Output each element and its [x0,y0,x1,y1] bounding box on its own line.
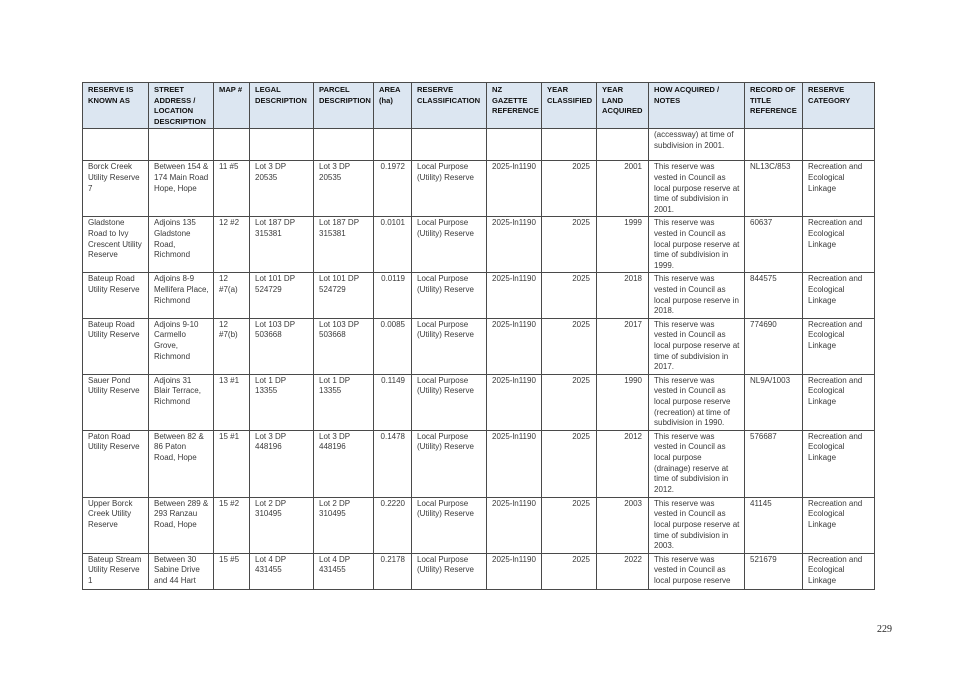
col-parcel-description-cell: Lot 3 DP 448196 [314,430,374,497]
col-title-reference-cell: NL9A/1003 [745,374,803,430]
header-row [83,83,875,129]
col-year-acquired-cell: 2017 [597,318,649,374]
col-classification-cell: Local Purpose (Utility) Reserve [412,273,487,318]
col-notes-cell: This reserve was vested in Council as local purpose reserve at time of subdivision in 2003. [649,497,745,553]
col-legal-description-header: LEGAL DESCRIPTION [250,83,314,129]
col-category-cell: Recreation and Ecological Linkage [803,217,875,273]
page-number: 229 [877,624,892,635]
col-classification-cell: Local Purpose (Utility) Reserve [412,217,487,273]
table-row [83,430,875,497]
col-year-acquired-cell: 2001 [597,161,649,217]
col-area-header: AREA (ha) [374,83,412,129]
col-street-address-cell: Between 82 & 86 Paton Road, Hope [149,430,214,497]
table-row [83,374,875,430]
col-year-classified-cell: 2025 [542,553,597,589]
col-street-address-cell: Adjoins 135 Gladstone Road, Richmond [149,217,214,273]
col-map-cell: 11 #5 [214,161,250,217]
col-year-acquired-cell: 2012 [597,430,649,497]
col-reserve-name-cell: Gladstone Road to Ivy Crescent Utility Reserve [83,217,149,273]
col-notes-cell: This reserve was vested in Council as local purpose reserve at time of subdivision in 2017. [649,318,745,374]
col-year-acquired-header: YEAR LAND ACQUIRED [597,83,649,129]
col-year-classified-header: YEAR CLASSIFIED [542,83,597,129]
col-year-acquired-cell: 2022 [597,553,649,589]
col-category-cell: Recreation and Ecological Linkage [803,273,875,318]
col-title-reference-cell: 576687 [745,430,803,497]
col-notes-cell: This reserve was vested in Council as local purpose reserve at time of subdivision in 1999. [649,217,745,273]
col-notes-cell: This reserve was vested in Council as local purpose reserve (recreation) at time of subdivision in 1990. [649,374,745,430]
col-notes-cell: This reserve was vested in Council as local purpose reserve [649,553,745,589]
col-classification-cell: Local Purpose (Utility) Reserve [412,374,487,430]
col-gazette-reference-cell: 2025-ln1190 [487,273,542,318]
col-gazette-reference-cell: 2025-ln1190 [487,318,542,374]
col-title-reference-cell: NL13C/853 [745,161,803,217]
col-area-cell: 0.0101 [374,217,412,273]
col-street-address-cell: Adjoins 8-9 Mellifera Place, Richmond [149,273,214,318]
table-row [83,161,875,217]
col-legal-description-cell: Lot 187 DP 315381 [250,217,314,273]
col-reserve-name-cell: Bateup Stream Utility Reserve 1 [83,553,149,589]
col-notes-cell: (accessway) at time of subdivision in 2001. [649,129,745,161]
col-legal-description-cell [250,129,314,161]
col-category-cell: Recreation and Ecological Linkage [803,318,875,374]
col-street-address-cell: Adjoins 9-10 Carmello Grove, Richmond [149,318,214,374]
col-reserve-name-cell: Borck Creek Utility Reserve 7 [83,161,149,217]
col-classification-cell: Local Purpose (Utility) Reserve [412,430,487,497]
col-legal-description-cell: Lot 101 DP 524729 [250,273,314,318]
col-area-cell [374,129,412,161]
col-legal-description-cell: Lot 103 DP 503668 [250,318,314,374]
col-gazette-reference-cell [487,129,542,161]
col-gazette-reference-header: NZ GAZETTE REFERENCE [487,83,542,129]
col-parcel-description-cell: Lot 101 DP 524729 [314,273,374,318]
col-parcel-description-cell: Lot 187 DP 315381 [314,217,374,273]
col-year-classified-cell [542,129,597,161]
col-legal-description-cell: Lot 4 DP 431455 [250,553,314,589]
col-classification-cell: Local Purpose (Utility) Reserve [412,553,487,589]
col-classification-cell [412,129,487,161]
col-map-cell: 12 #7(a) [214,273,250,318]
col-gazette-reference-cell: 2025-ln1190 [487,217,542,273]
col-title-reference-cell [745,129,803,161]
col-street-address-cell: Adjoins 31 Blair Terrace, Richmond [149,374,214,430]
col-parcel-description-cell: Lot 2 DP 310495 [314,497,374,553]
col-reserve-name-cell: Bateup Road Utility Reserve [83,318,149,374]
col-map-cell: 15 #1 [214,430,250,497]
col-parcel-description-cell: Lot 3 DP 20535 [314,161,374,217]
table-body [83,129,875,589]
col-reserve-name-cell: Paton Road Utility Reserve [83,430,149,497]
col-year-classified-cell: 2025 [542,430,597,497]
col-gazette-reference-cell: 2025-ln1190 [487,161,542,217]
table-row [83,497,875,553]
col-category-cell: Recreation and Ecological Linkage [803,161,875,217]
col-area-cell: 0.0085 [374,318,412,374]
col-street-address-cell: Between 289 & 293 Ranzau Road, Hope [149,497,214,553]
col-year-acquired-cell: 1999 [597,217,649,273]
col-year-acquired-cell: 1990 [597,374,649,430]
col-parcel-description-cell: Lot 4 DP 431455 [314,553,374,589]
col-reserve-name-cell [83,129,149,161]
col-street-address-cell: Between 30 Sabine Drive and 44 Hart [149,553,214,589]
col-gazette-reference-cell: 2025-ln1190 [487,553,542,589]
col-street-address-header: STREET ADDRESS / LOCATION DESCRIPTION [149,83,214,129]
col-legal-description-cell: Lot 2 DP 310495 [250,497,314,553]
col-title-reference-cell: 844575 [745,273,803,318]
col-category-cell: Recreation and Ecological Linkage [803,374,875,430]
col-map-cell: 15 #2 [214,497,250,553]
col-legal-description-cell: Lot 1 DP 13355 [250,374,314,430]
col-year-classified-cell: 2025 [542,497,597,553]
col-area-cell: 0.0119 [374,273,412,318]
table-row [83,273,875,318]
col-title-reference-cell: 41145 [745,497,803,553]
col-year-acquired-cell [597,129,649,161]
col-category-cell: Recreation and Ecological Linkage [803,553,875,589]
col-map-cell: 13 #1 [214,374,250,430]
col-category-header: RESERVE CATEGORY [803,83,875,129]
col-legal-description-cell: Lot 3 DP 20535 [250,161,314,217]
col-year-classified-cell: 2025 [542,374,597,430]
col-classification-cell: Local Purpose (Utility) Reserve [412,318,487,374]
table-row [83,217,875,273]
col-area-cell: 0.2178 [374,553,412,589]
col-notes-cell: This reserve was vested in Council as local purpose (drainage) reserve at time of subdivision in 2012. [649,430,745,497]
col-parcel-description-cell: Lot 1 DP 13355 [314,374,374,430]
table-row [83,318,875,374]
table-row [83,129,875,161]
col-title-reference-cell: 60637 [745,217,803,273]
col-gazette-reference-cell: 2025-ln1190 [487,374,542,430]
col-map-cell: 15 #5 [214,553,250,589]
col-reserve-name-cell: Sauer Pond Utility Reserve [83,374,149,430]
col-year-acquired-cell: 2018 [597,273,649,318]
col-area-cell: 0.1478 [374,430,412,497]
col-year-classified-cell: 2025 [542,217,597,273]
col-parcel-description-cell: Lot 103 DP 503668 [314,318,374,374]
col-notes-cell: This reserve was vested in Council as local purpose reserve at time of subdivision in 2001. [649,161,745,217]
col-notes-header: HOW ACQUIRED / NOTES [649,83,745,129]
col-notes-cell: This reserve was vested in Council as local purpose reserve in 2018. [649,273,745,318]
col-gazette-reference-cell: 2025-ln1190 [487,497,542,553]
col-year-classified-cell: 2025 [542,273,597,318]
reserves-table [82,82,875,590]
table-row [83,553,875,589]
col-parcel-description-header: PARCEL DESCRIPTION [314,83,374,129]
col-category-cell: Recreation and Ecological Linkage [803,497,875,553]
col-area-cell: 0.1149 [374,374,412,430]
col-street-address-cell [149,129,214,161]
col-reserve-name-cell: Bateup Road Utility Reserve [83,273,149,318]
col-category-cell [803,129,875,161]
col-classification-cell: Local Purpose (Utility) Reserve [412,161,487,217]
table-header [83,83,875,129]
col-title-reference-header: RECORD OF TITLE REFERENCE [745,83,803,129]
col-map-header: MAP # [214,83,250,129]
col-title-reference-cell: 774690 [745,318,803,374]
col-category-cell: Recreation and Ecological Linkage [803,430,875,497]
col-title-reference-cell: 521679 [745,553,803,589]
col-map-cell: 12 #7(b) [214,318,250,374]
col-street-address-cell: Between 154 & 174 Main Road Hope, Hope [149,161,214,217]
col-map-cell [214,129,250,161]
col-area-cell: 0.2220 [374,497,412,553]
col-year-classified-cell: 2025 [542,161,597,217]
col-classification-header: RESERVE CLASSIFICATION [412,83,487,129]
col-legal-description-cell: Lot 3 DP 448196 [250,430,314,497]
col-gazette-reference-cell: 2025-ln1190 [487,430,542,497]
col-parcel-description-cell [314,129,374,161]
col-reserve-name-header: RESERVE IS KNOWN AS [83,83,149,129]
col-classification-cell: Local Purpose (Utility) Reserve [412,497,487,553]
col-map-cell: 12 #2 [214,217,250,273]
col-reserve-name-cell: Upper Borck Creek Utility Reserve [83,497,149,553]
col-area-cell: 0.1972 [374,161,412,217]
col-year-acquired-cell: 2003 [597,497,649,553]
col-year-classified-cell: 2025 [542,318,597,374]
